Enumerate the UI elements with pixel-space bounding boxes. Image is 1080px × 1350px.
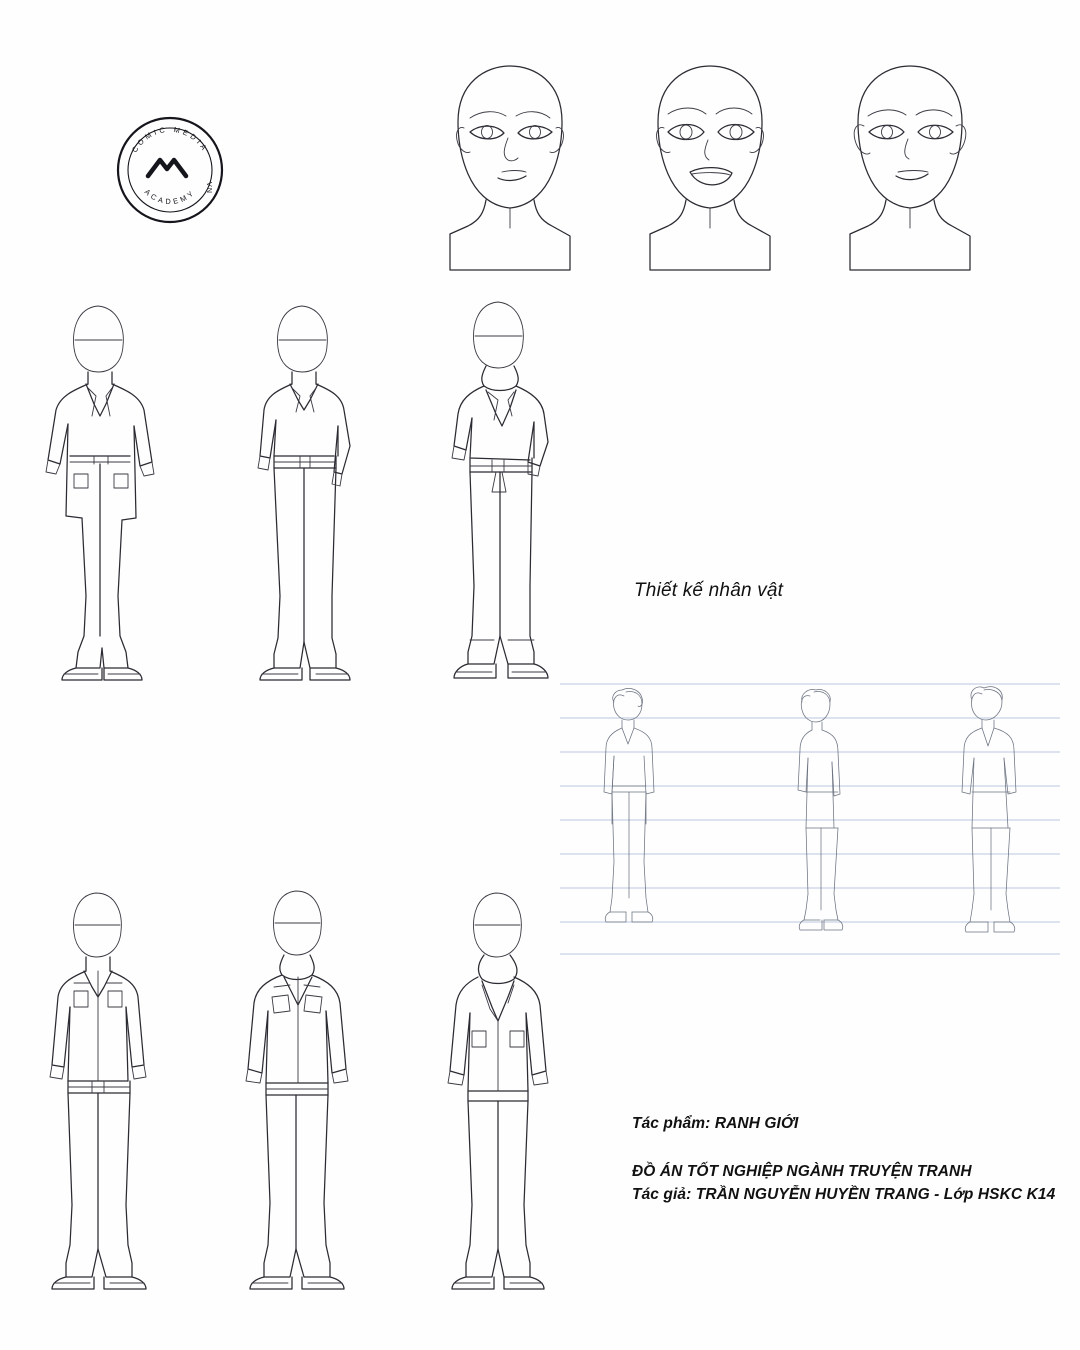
turnaround-guide-lines <box>560 684 1060 954</box>
credit-work: Tác phẩm: RANH GIỚI <box>632 1115 799 1132</box>
outfit-row-top <box>30 296 610 696</box>
turnaround-sheet <box>560 676 1060 966</box>
credit-project: ĐỒ ÁN TỐT NGHIỆP NGÀNH TRUYỆN TRANH <box>632 1163 972 1181</box>
expression-smirk <box>850 66 970 270</box>
turnaround-three-quarter <box>962 687 1016 932</box>
turnaround-front <box>604 688 654 922</box>
outfit-uniform-shirt <box>50 893 146 1289</box>
credit-block <box>632 1113 1056 1206</box>
svg-text:ACADEMY: ACADEMY <box>142 187 198 207</box>
outfit-hooded-jacket <box>448 893 548 1289</box>
outfit-military-jacket <box>246 891 348 1289</box>
expression-smiling-open <box>650 66 770 270</box>
svg-text:COMIC MEDIA: COMIC MEDIA <box>129 124 211 155</box>
expression-neutral <box>450 66 570 270</box>
svg-text:VN: VN <box>205 182 212 195</box>
caption-character-design: Thiết kế nhân vật <box>634 580 784 601</box>
outfit-long-coat <box>46 306 154 680</box>
turnaround-side <box>798 690 843 930</box>
outfit-shirt-trousers <box>258 306 350 680</box>
outfit-layered-jacket <box>452 302 548 678</box>
comic-media-academy-logo <box>110 110 230 230</box>
facial-expression-sheet <box>440 60 1060 280</box>
credit-author: Tác giả: TRẦN NGUYỄN HUYỀN TRANG - Lớp HSKC K14 <box>632 1185 1056 1203</box>
outfit-row-bottom <box>30 885 610 1305</box>
